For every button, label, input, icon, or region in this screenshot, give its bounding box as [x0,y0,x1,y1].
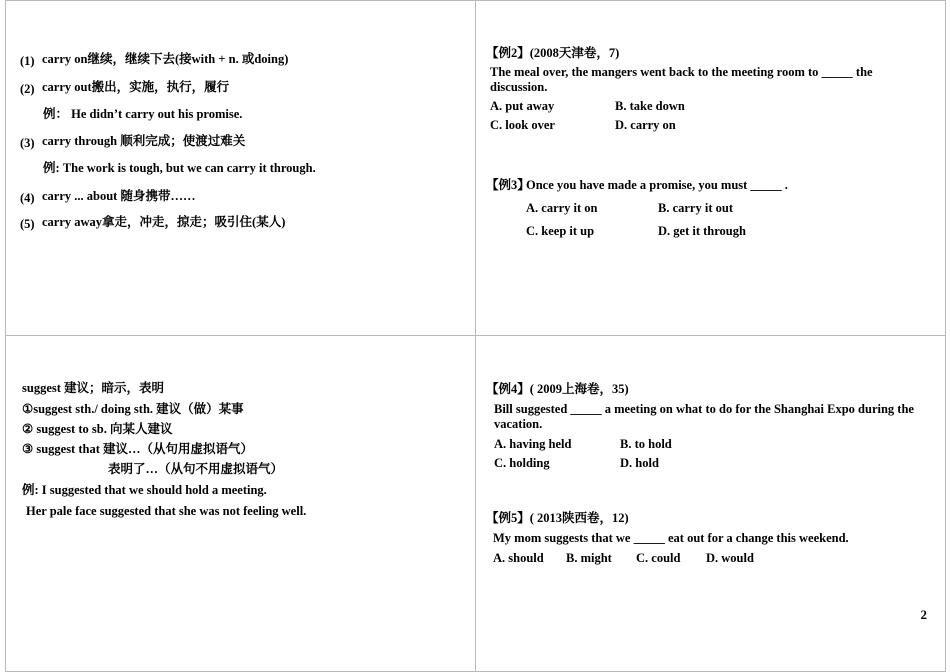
phrase-carry-out: carry out搬出，实施，执行，履行 [42,80,230,94]
suggest-usage-3b: 表明了…（从句不用虚拟语气） [108,462,284,476]
item-number: (4) [20,191,35,205]
example-2-heading: 【例2】(2008天津卷，7) [486,46,620,60]
item-number: (5) [20,217,35,231]
option-c: C. keep it up [526,224,595,238]
slide-panel-suggest [5,335,476,672]
example-sentence: 例: I suggested that we should hold a meeting. [22,483,267,497]
phrase-carry-about: carry ... about 随身携带…… [42,189,196,203]
option-c: C. could [636,551,681,565]
example-4-heading: 【例4】( 2009上海卷，35) [486,382,629,396]
suggest-definition: suggest 建议；暗示，表明 [22,381,165,395]
option-a: A. should [493,551,544,565]
option-a: A. having held [494,437,572,451]
slide-panel-examples-2-3 [475,0,946,336]
option-d: D. get it through [658,224,746,238]
page-number: 2 [920,607,927,622]
option-c: C. look over [490,118,555,132]
example-2-question: The meal over, the mangers went back to the meeting room to _____ the discussion. [490,65,873,94]
example-5-heading: 【例5】( 2013陕西卷，12) [486,511,629,525]
option-a: A. put away [490,99,555,113]
option-b: B. might [566,551,612,565]
suggest-usage-2: ② suggest to sb. 向某人建议 [22,422,173,436]
example-5-question: My mom suggests that we _____ eat out for a change this weekend. [493,531,849,545]
option-b: B. carry it out [658,201,733,215]
option-d: D. hold [620,456,659,470]
example-sentence: 例： He didn’t carry out his promise. [43,107,243,121]
suggest-usage-3: ③ suggest that 建议…（从句用虚拟语气） [22,442,254,456]
option-d: D. would [706,551,754,565]
phrase-carry-away: carry away拿走，冲走，掠走；吸引住(某人) [42,215,286,229]
option-a: A. carry it on [526,201,598,215]
example-sentence: Her pale face suggested that she was not feeling well. [26,504,307,518]
option-c: C. holding [494,456,550,470]
option-b: B. to hold [620,437,672,451]
slide-panel-carry-phrases [5,0,476,336]
phrase-carry-on: carry on继续，继续下去(接with + n. 或doing) [42,52,289,66]
option-b: B. take down [615,99,685,113]
example-sentence: 例: The work is tough, but we can carry it through. [43,161,316,175]
item-number: (3) [20,136,35,150]
item-number: (2) [20,82,35,96]
example-3-question: Once you have made a promise, you must _____ . [526,178,788,192]
item-number: (1) [20,54,35,68]
slide-panel-examples-4-5 [475,335,946,672]
option-d: D. carry on [615,118,676,132]
example-3-heading: 【例3】 [486,178,530,192]
suggest-usage-1: ①suggest sth./ doing sth. 建议（做）某事 [22,402,244,416]
example-4-question: Bill suggested _____ a meeting on what to do for the Shanghai Expo during the vacation. [494,402,914,431]
phrase-carry-through: carry through 顺利完成；使渡过难关 [42,134,246,148]
